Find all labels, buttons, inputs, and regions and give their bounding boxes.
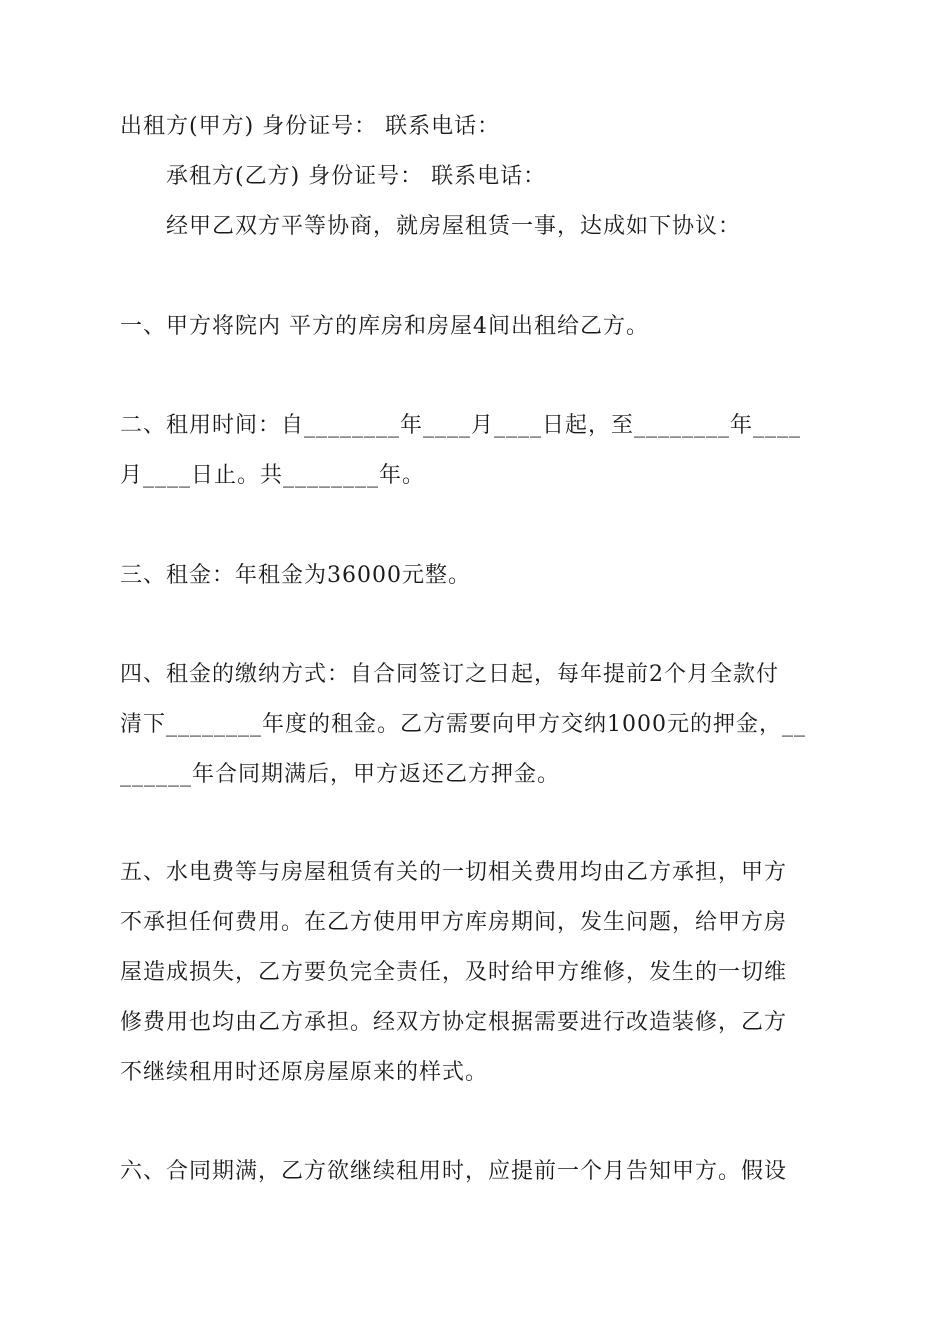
clause-5-line-1: 五、水电费等与房屋租赁有关的一切相关费用均由乙方承担，甲方 bbox=[120, 860, 788, 885]
clause-2-line-2: 月____日止。共________年。 bbox=[120, 463, 426, 488]
lessee-info-line: 承租方(乙方) 身份证号： 联系电话： bbox=[166, 164, 547, 189]
clause-4-line-3: ______年合同期满后，甲方返还乙方押金。 bbox=[120, 762, 561, 787]
clause-3-line-1: 三、租金：年租金为36000元整。 bbox=[120, 563, 471, 588]
clause-4-line-1: 四、租金的缴纳方式：自合同签订之日起，每年提前2个月全款付 bbox=[120, 662, 779, 687]
clause-2-line-1: 二、租用时间：自________年____月____日起，至________年____ bbox=[120, 413, 802, 438]
clause-1-line-1: 一、甲方将院内 平方的库房和房屋4间出租给乙方。 bbox=[120, 314, 649, 339]
clause-5-line-3: 屋造成损失，乙方要负完全责任，及时给甲方维修，发生的一切维 bbox=[120, 960, 788, 985]
preamble-line: 经甲乙双方平等协商，就房屋租赁一事，达成如下协议： bbox=[166, 214, 742, 239]
clause-5-line-2: 不承担任何费用。在乙方使用甲方库房期间，发生问题，给甲方房 bbox=[120, 910, 788, 935]
lessor-info-line: 出租方(甲方) 身份证号： 联系电话： bbox=[120, 114, 501, 139]
clause-6-line-1: 六、合同期满，乙方欲继续租用时，应提前一个月告知甲方。假设 bbox=[120, 1159, 788, 1184]
clause-5-line-4: 修费用也均由乙方承担。经双方协定根据需要进行改造装修，乙方 bbox=[120, 1010, 788, 1035]
clause-4-line-2: 清下________年度的租金。乙方需要向甲方交纳1000元的押金，__ bbox=[120, 712, 806, 737]
clause-5-line-5: 不继续租用时还原房屋原来的样式。 bbox=[120, 1060, 489, 1085]
